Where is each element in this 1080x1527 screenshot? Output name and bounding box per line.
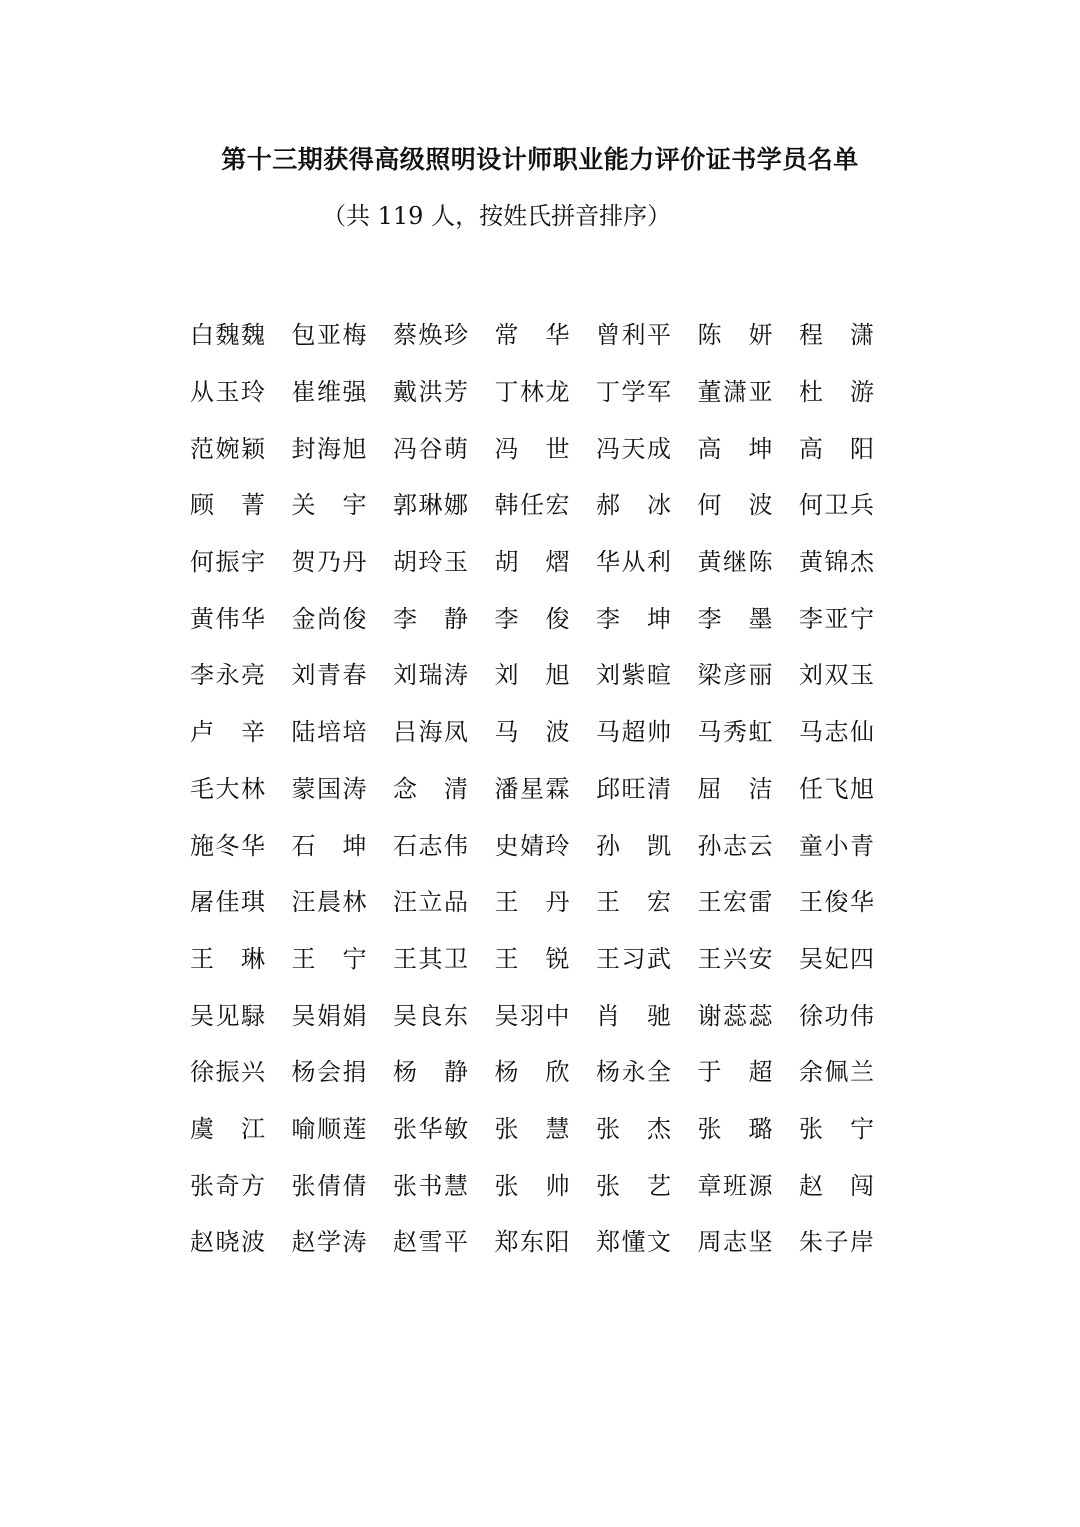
- name-item: 史 婧 玲: [494, 831, 570, 860]
- name-item: 王 习 武: [596, 944, 671, 973]
- name-item: 王 宏: [596, 888, 671, 917]
- name-item: 吴 见 騄: [190, 1001, 265, 1030]
- name-item: 孙 凯: [596, 831, 671, 860]
- name-item: 马 超 帅: [596, 718, 671, 747]
- name-item: 陆 培 培: [291, 718, 367, 747]
- name-item: 王 其 卫: [393, 944, 468, 973]
- name-item: 程 潇: [799, 321, 874, 350]
- name-item: 张 杰: [596, 1114, 671, 1143]
- name-item: 顾 菁: [190, 491, 265, 520]
- name-item: 张 宁: [799, 1114, 874, 1143]
- name-item: 戴 洪 芳: [393, 378, 468, 407]
- name-item: 杨 欣: [494, 1058, 570, 1087]
- name-item: 赵 闯: [799, 1171, 874, 1200]
- name-item: 关 宇: [291, 491, 367, 520]
- name-item: 王 宁: [291, 944, 367, 973]
- name-item: 郑 懂 文: [596, 1228, 671, 1257]
- name-item: 王 俊 华: [799, 888, 874, 917]
- name-item: 何 波: [697, 491, 773, 520]
- name-item: 杨 永 全: [596, 1058, 671, 1087]
- name-item: 虞 江: [190, 1114, 265, 1143]
- name-item: 潘 星 霖: [494, 774, 570, 803]
- name-item: 赵 晓 波: [190, 1228, 265, 1257]
- document-title: 第十三期获得高级照明设计师职业能力评价证书学员名单: [221, 145, 859, 174]
- name-item: 华 从 利: [596, 548, 671, 577]
- name-item: 马 秀 虹: [697, 718, 773, 747]
- name-item: 张 倩 倩: [291, 1171, 367, 1200]
- name-item: 于 超: [697, 1058, 773, 1087]
- name-item: 丁 林 龙: [494, 378, 570, 407]
- name-item: 常 华: [494, 321, 570, 350]
- document-subtitle: （共 119 人，按姓氏拼音排序）: [322, 202, 672, 230]
- name-item: 王 锐: [494, 944, 570, 973]
- name-item: 汪 立 品: [393, 888, 468, 917]
- name-item: 贺 乃 丹: [291, 548, 367, 577]
- name-item: 屈 洁: [697, 774, 773, 803]
- name-item: 张 华 敏: [393, 1114, 468, 1143]
- name-item: 刘 瑞 涛: [393, 661, 468, 690]
- name-item: 屠 佳 琪: [190, 888, 265, 917]
- name-item: 王 丹: [494, 888, 570, 917]
- name-item: 蒙 国 涛: [291, 774, 367, 803]
- name-item: 马 波: [494, 718, 570, 747]
- name-item: 白 魏 魏: [190, 321, 265, 350]
- name-item: 徐 振 兴: [190, 1058, 265, 1087]
- name-item: 施 冬 华: [190, 831, 265, 860]
- name-item: 蔡 焕 珍: [393, 321, 468, 350]
- name-item: 毛 大 林: [190, 774, 265, 803]
- name-item: 余 佩 兰: [799, 1058, 874, 1087]
- name-item: 吴 良 东: [393, 1001, 468, 1030]
- name-list: [190, 307, 890, 1271]
- name-item: 童 小 青: [799, 831, 874, 860]
- name-item: 冯 世: [494, 434, 570, 463]
- name-item: 从 玉 玲: [190, 378, 265, 407]
- name-item: 王 宏 雷: [697, 888, 773, 917]
- name-item: 张 璐: [697, 1114, 773, 1143]
- name-item: 韩 任 宏: [494, 491, 570, 520]
- name-item: 何 卫 兵: [799, 491, 874, 520]
- name-item: 黄 锦 杰: [799, 548, 874, 577]
- name-item: 杨 会 捐: [291, 1058, 367, 1087]
- name-item: 徐 功 伟: [799, 1001, 874, 1030]
- name-item: 念 清: [393, 774, 468, 803]
- name-item: 曾 利 平: [596, 321, 671, 350]
- name-item: 吴 羽 中: [494, 1001, 570, 1030]
- name-item: 石 志 伟: [393, 831, 468, 860]
- name-item: 梁 彦 丽: [697, 661, 773, 690]
- name-item: 李 墨: [697, 604, 773, 633]
- name-item: 杜 游: [799, 378, 874, 407]
- name-item: 王 兴 安: [697, 944, 773, 973]
- name-item: 刘 旭: [494, 661, 570, 690]
- name-item: 崔 维 强: [291, 378, 367, 407]
- name-item: 封 海 旭: [291, 434, 367, 463]
- name-item: 张 帅: [494, 1171, 570, 1200]
- name-item: 喻 顺 莲: [291, 1114, 367, 1143]
- name-item: 王 琳: [190, 944, 265, 973]
- name-item: 李 坤: [596, 604, 671, 633]
- name-item: 谢 蕊 蕊: [697, 1001, 773, 1030]
- name-item: 任 飞 旭: [799, 774, 874, 803]
- name-item: 李 俊: [494, 604, 570, 633]
- name-item: 石 坤: [291, 831, 367, 860]
- name-item: 章 班 源: [697, 1171, 773, 1200]
- name-item: 陈 妍: [697, 321, 773, 350]
- name-item: 张 奇 方: [190, 1171, 265, 1200]
- name-item: 马 志 仙: [799, 718, 874, 747]
- name-item: 郑 东 阳: [494, 1228, 570, 1257]
- name-item: 李 亚 宁: [799, 604, 874, 633]
- name-item: 董 潇 亚: [697, 378, 773, 407]
- name-item: 高 坤: [697, 434, 773, 463]
- name-item: 张 书 慧: [393, 1171, 468, 1200]
- name-item: 吕 海 凤: [393, 718, 468, 747]
- name-item: 冯 天 成: [596, 434, 671, 463]
- name-item: 何 振 宇: [190, 548, 265, 577]
- name-item: 刘 青 春: [291, 661, 367, 690]
- name-item: 金 尚 俊: [291, 604, 367, 633]
- name-item: 丁 学 军: [596, 378, 671, 407]
- name-item: 朱 子 岸: [799, 1228, 874, 1257]
- name-item: 刘 双 玉: [799, 661, 874, 690]
- name-item: 孙 志 云: [697, 831, 773, 860]
- name-item: 周 志 坚: [697, 1228, 773, 1257]
- name-item: 吴 娟 娟: [291, 1001, 367, 1030]
- name-item: 范 婉 颖: [190, 434, 265, 463]
- name-item: 杨 静: [393, 1058, 468, 1087]
- name-item: 黄 继 陈: [697, 548, 773, 577]
- name-item: 张 艺: [596, 1171, 671, 1200]
- name-item: 李 静: [393, 604, 468, 633]
- name-item: 张 慧: [494, 1114, 570, 1143]
- name-item: 黄 伟 华: [190, 604, 265, 633]
- name-item: 刘 紫 暄: [596, 661, 671, 690]
- name-item: 郝 冰: [596, 491, 671, 520]
- name-item: 汪 晨 林: [291, 888, 367, 917]
- name-item: 吴 妃 四: [799, 944, 874, 973]
- name-item: 胡 熠: [494, 548, 570, 577]
- name-item: 冯 谷 萌: [393, 434, 468, 463]
- name-item: 郭 琳 娜: [393, 491, 468, 520]
- name-item: 肖 驰: [596, 1001, 671, 1030]
- name-item: 包 亚 梅: [291, 321, 367, 350]
- name-item: 高 阳: [799, 434, 874, 463]
- name-item: 赵 学 涛: [291, 1228, 367, 1257]
- name-item: 胡 玲 玉: [393, 548, 468, 577]
- name-item: 邱 旺 清: [596, 774, 671, 803]
- name-item: 卢 辛: [190, 718, 265, 747]
- name-item: 赵 雪 平: [393, 1228, 468, 1257]
- name-item: 李 永 亮: [190, 661, 265, 690]
